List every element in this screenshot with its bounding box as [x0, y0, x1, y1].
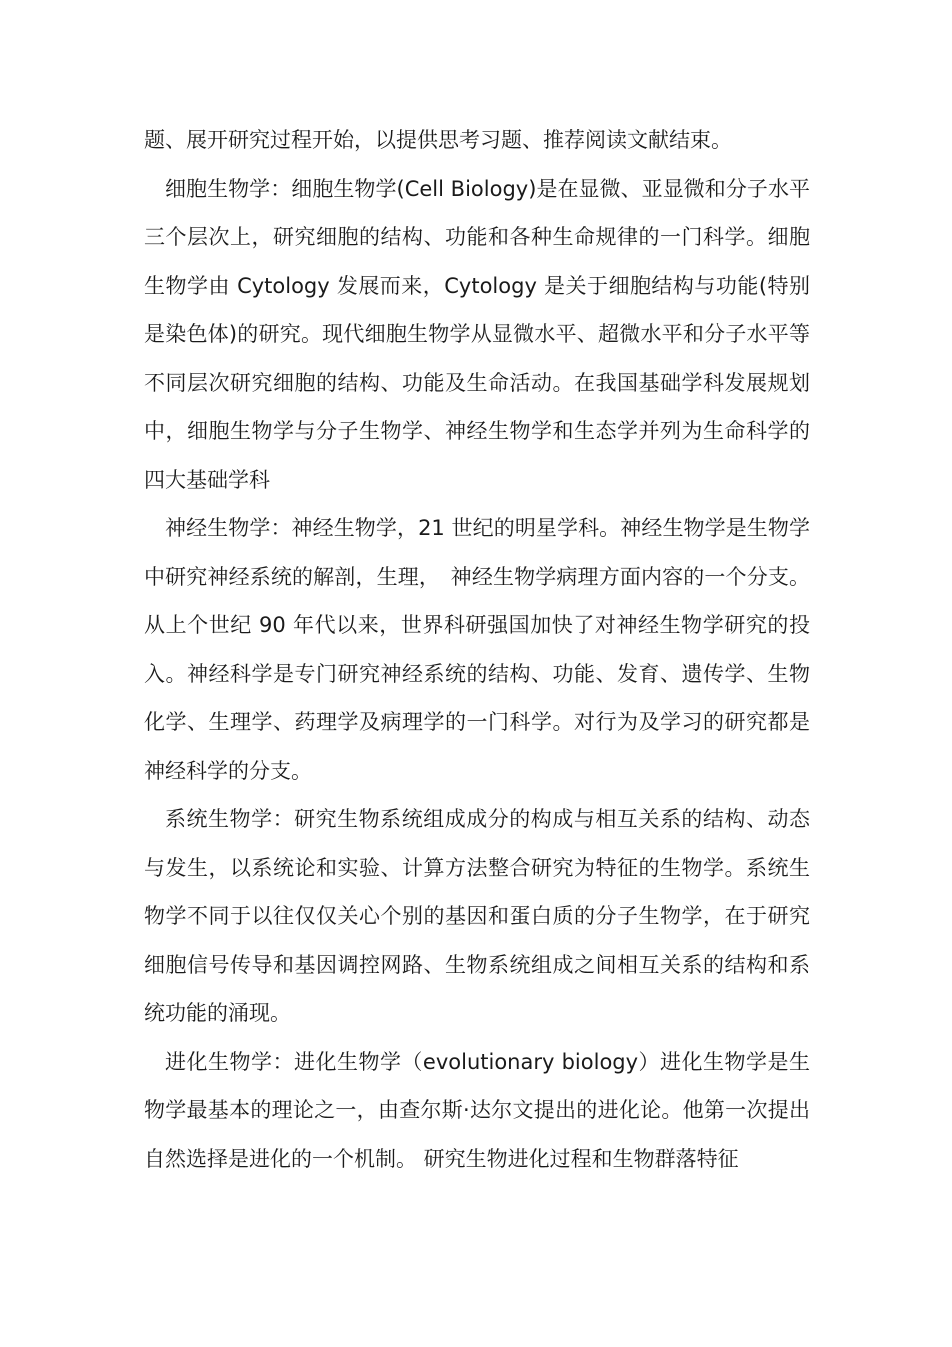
paragraph-evolutionary-biology: 进化生物学：进化生物学（evolutionary biology）进化生物学是生物学最基本的理论之一，由查尔斯·达尔文提出的进化论。他第一次提出自然选择是进化的一个机制。 研究生物进化过程和生物群落特征	[144, 1049, 810, 1171]
body-text	[144, 116, 810, 1183]
paragraph-cell-biology: 细胞生物学：细胞生物学(Cell Biology)是在显微、亚显微和分子水平三个层次上，研究细胞的结构、功能和各种生命规律的一门科学。细胞生物学由 Cytology 发展而来，Cytology 是关于细胞结构与功能(特别是染色体)的研究。现代细胞生物学从显微水平、超微水平和分子水平等不同层次研究细胞的结构、功能及生命活动。在我国基础学科发展规划中，细胞生物学与分子生物学、神经生物学和生态学并列为生命科学的四大基础学科	[144, 176, 810, 492]
paragraph-continuation: 题、展开研究过程开始，以提供思考习题、推荐阅读文献结束。	[144, 128, 732, 152]
paragraph-systems-biology: 系统生物学：研究生物系统组成成分的构成与相互关系的结构、动态与发生，以系统论和实验、计算方法整合研究为特征的生物学。系统生物学不同于以往仅仅关心个别的基因和蛋白质的分子生物学，在于研究细胞信号传导和基因调控网路、生物系统组成之间相互关系的结构和系统功能的涌现。	[144, 807, 810, 1025]
paragraph-neurobiology: 神经生物学：神经生物学，21 世纪的明星学科。神经生物学是生物学中研究神经系统的解剖，生理， 神经生物学病理方面内容的一个分支。从上个世纪 90 年代以来，世界科研强国加快了对神经生物学研究的投入。神经科学是专门研究神经系统的结构、功能、发育、遗传学、生物化学、生理学、药理学及病理学的一门科学。对行为及学习的研究都是神经科学的分支。	[144, 516, 810, 783]
